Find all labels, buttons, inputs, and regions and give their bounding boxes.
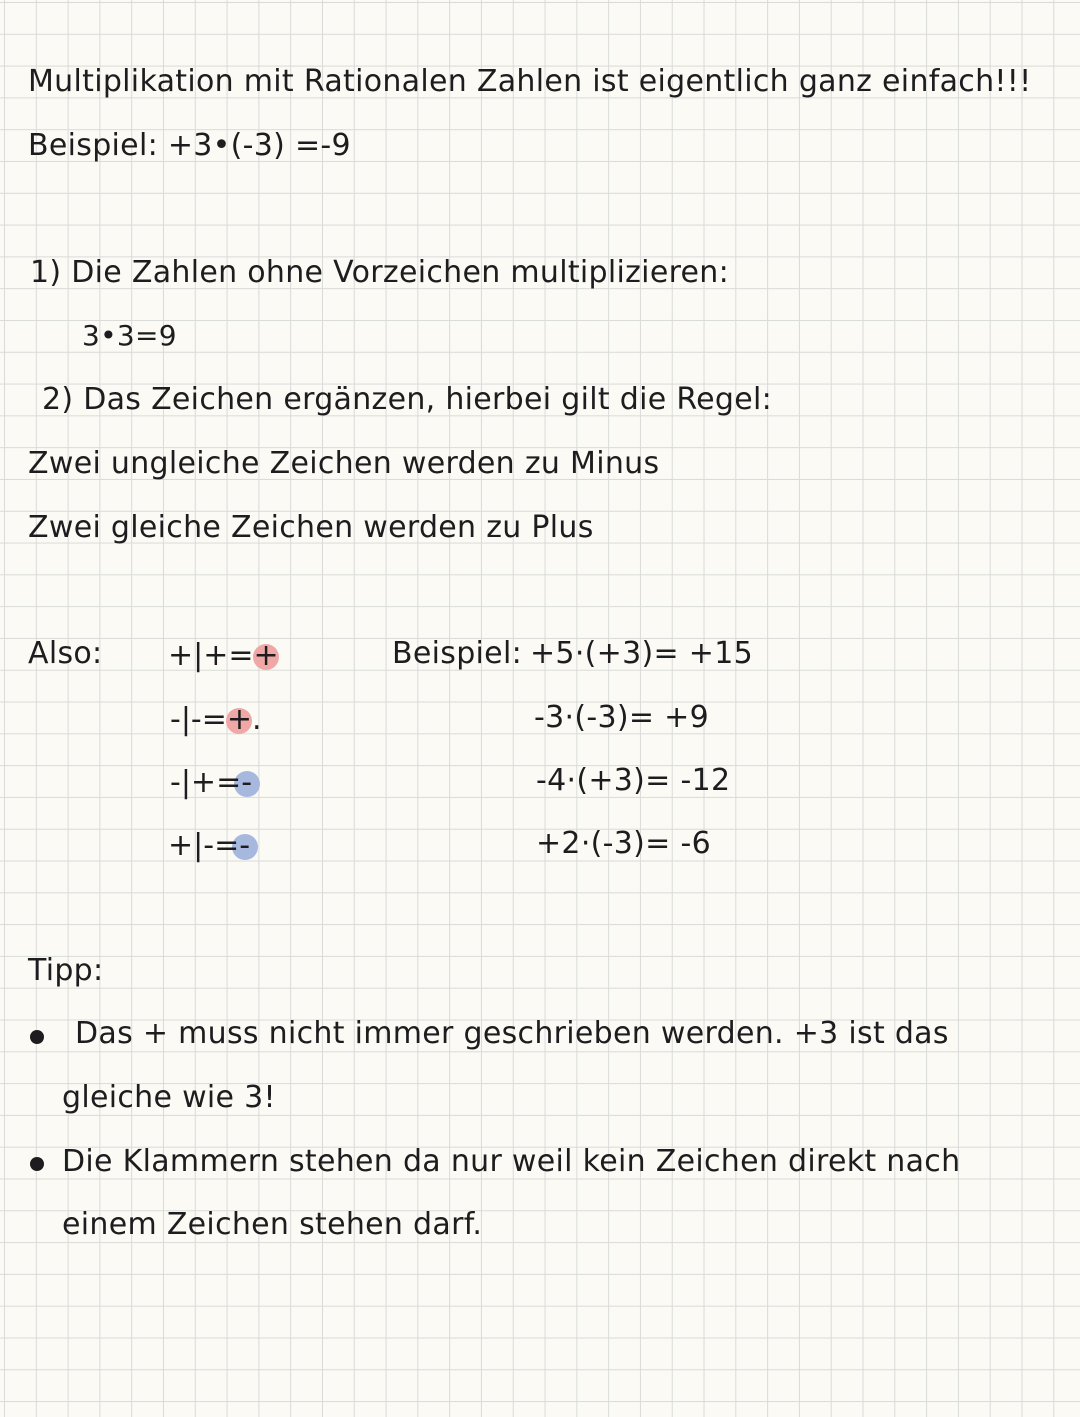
bullet-1-icon: [30, 1030, 44, 1044]
tip-bullet-1-line-1: Das + muss nicht immer geschrieben werden. +3 ist das: [75, 1016, 949, 1051]
example-2: -3·(-3)= +9: [534, 700, 709, 735]
sign-rule-minus-plus: [170, 765, 252, 801]
sign-rule-plus-minus: [168, 828, 250, 864]
rule-equal-signs: Zwei gleiche Zeichen werden zu Plus: [28, 510, 594, 545]
tip-bullet-2-line-1: Die Klammern stehen da nur weil kein Zeichen direkt nach: [62, 1144, 961, 1179]
sign-rule-minus-minus: [170, 702, 262, 738]
example-3: -4·(+3)= -12: [536, 763, 731, 798]
examples-label: Beispiel:: [392, 636, 522, 671]
tip-label: Tipp:: [28, 953, 104, 988]
page-title: Multiplikation mit Rationalen Zahlen ist eigentlich ganz einfach!!!: [28, 64, 1032, 99]
summary-label: Also:: [28, 636, 103, 671]
plus-result-highlight: +: [226, 702, 253, 737]
step2-title: 2) Das Zeichen ergänzen, hierbei gilt die Regel:: [42, 382, 773, 417]
plus-result-highlight: +: [253, 638, 279, 673]
step1-title: 1) Die Zahlen ohne Vorzeichen multiplizieren:: [30, 255, 730, 290]
example-4: +2·(-3)= -6: [536, 826, 711, 861]
rule-unequal-signs: Zwei ungleiche Zeichen werden zu Minus: [28, 446, 660, 481]
tip-bullet-2-line-2: einem Zeichen stehen darf.: [62, 1207, 483, 1242]
example-1: +5·(+3)= +15: [530, 636, 753, 671]
sign-rule-expression: -|+=: [170, 765, 242, 800]
minus-result-highlight: -: [241, 765, 253, 800]
minus-result-highlight: -: [239, 828, 251, 863]
tip-bullet-1-line-2: gleiche wie 3!: [62, 1080, 276, 1115]
bullet-2-icon: [30, 1157, 44, 1171]
sign-rule-tail: .: [252, 702, 262, 737]
sign-rule-expression: -|-=: [170, 702, 227, 737]
step1-calc: 3•3=9: [82, 319, 177, 352]
sign-rule-plus-plus: [168, 638, 279, 674]
sign-rule-expression: +|-=: [168, 828, 240, 863]
sign-rule-expression: +|+=: [168, 638, 254, 673]
intro-example: Beispiel: +3•(-3) =-9: [28, 128, 351, 163]
